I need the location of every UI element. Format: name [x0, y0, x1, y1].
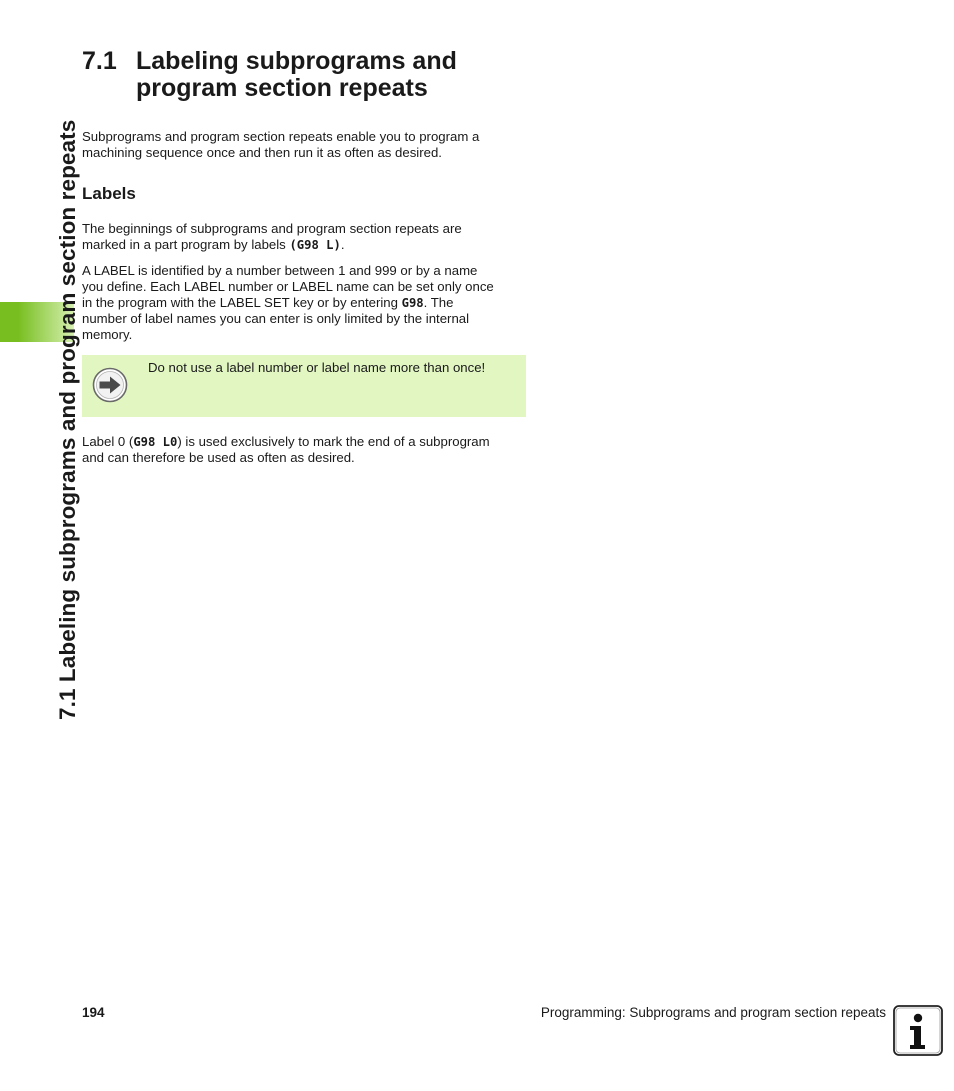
p2-code: G98	[401, 296, 424, 310]
page-number: 194	[82, 1005, 105, 1020]
section-number: 7.1	[82, 47, 117, 75]
note-box	[82, 355, 526, 417]
labels-heading: Labels	[82, 184, 136, 203]
labels-paragraph-1	[82, 221, 527, 253]
p1-text: The beginnings of subprograms and program section repeats are marked in a part program by labels	[82, 221, 462, 252]
p3-start: Label 0 (	[82, 434, 134, 449]
labels-paragraph-3	[82, 434, 527, 466]
p1-code: (G98 L)	[289, 238, 341, 252]
p3-end: ) is used exclusively to mark the end of a subprogram and can therefore be used as often as desired.	[82, 434, 490, 465]
p2-end: . The number of label names you can enter is only limited by the internal memory.	[82, 295, 470, 342]
section-title: Labeling subprograms and program section repeats	[136, 47, 457, 102]
chapter-vertical-title: 7.1 Labeling subprograms and program section repeats	[55, 119, 80, 720]
p2-text: A LABEL is identified by a number between 1 and 999 or by a name you define. Each LABEL number or LABEL name can be set only once in the program with the LABEL SET key or by entering	[82, 263, 494, 310]
info-icon[interactable]	[893, 1005, 943, 1056]
p3-code: G98 L0	[133, 435, 178, 449]
arrow-right-icon	[92, 367, 128, 403]
footer-title: Programming: Subprograms and program section repeats	[540, 1005, 886, 1020]
labels-paragraph-2	[82, 263, 527, 343]
note-text: Do not use a label number or label name more than once!	[148, 360, 486, 375]
intro-paragraph: Subprograms and program section repeats enable you to program a machining sequence once and then run it as often as desired.	[82, 129, 480, 160]
p1-end: .	[340, 237, 345, 252]
